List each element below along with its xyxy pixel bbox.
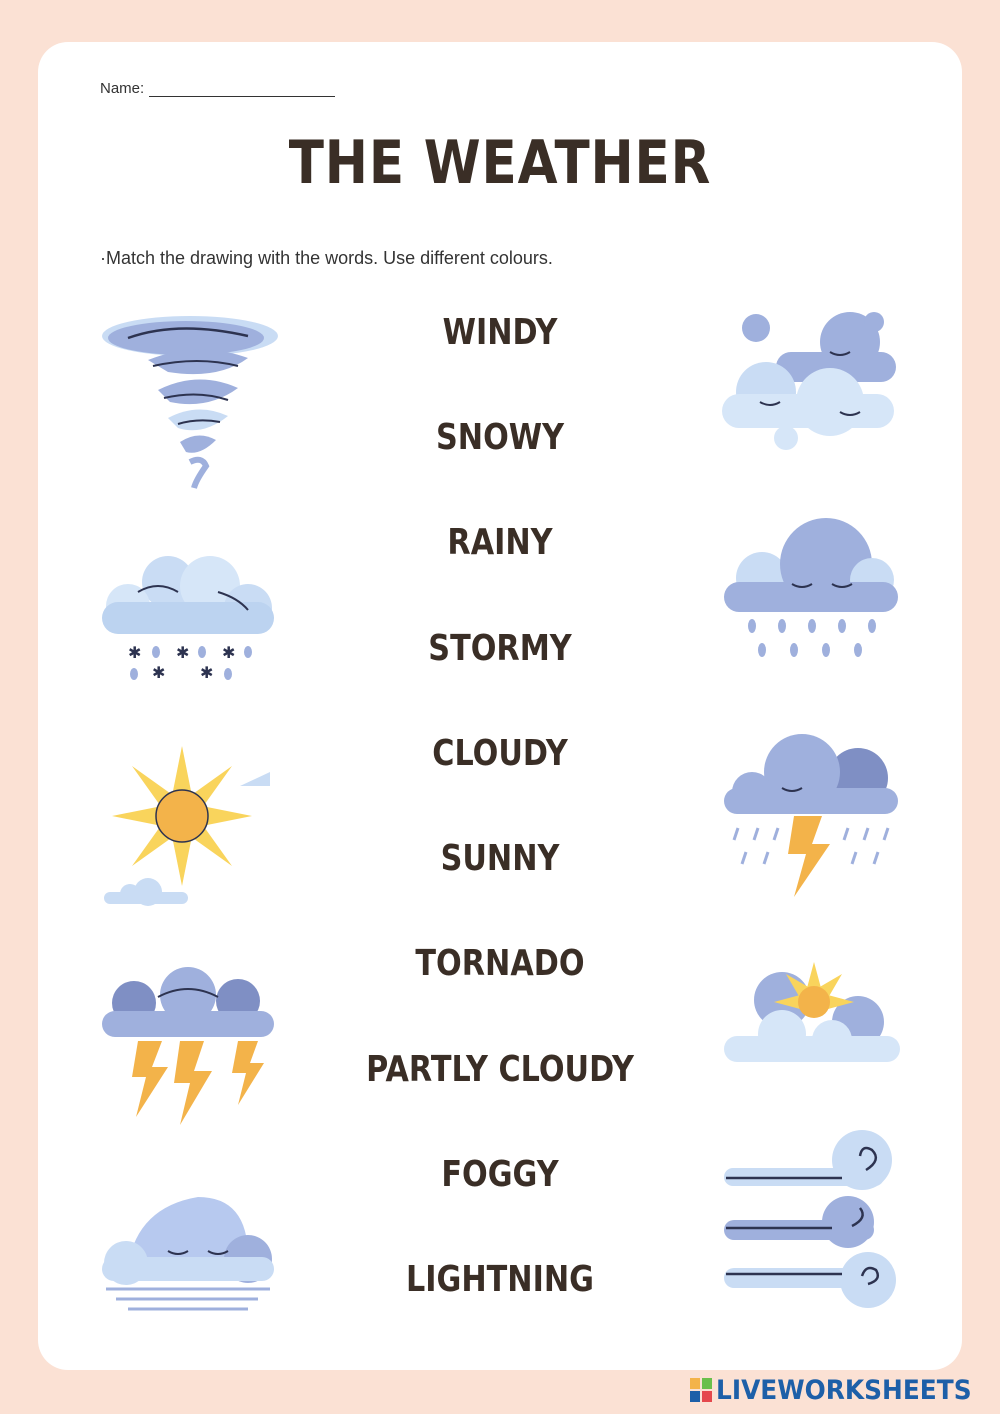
word-cloudy[interactable]: CLOUDY — [432, 733, 568, 774]
worksheet-page — [38, 42, 962, 1370]
word-windy[interactable]: WINDY — [442, 312, 558, 353]
lightning-cloud-icon[interactable] — [98, 967, 278, 1127]
word-lightning[interactable]: LIGHTNING — [406, 1259, 594, 1300]
word-foggy[interactable]: FOGGY — [441, 1154, 559, 1195]
name-blank-line[interactable] — [149, 81, 335, 97]
snow-cloud-icon[interactable] — [98, 552, 278, 682]
svg-text:✱: ✱ — [176, 643, 190, 662]
partly-cloudy-icon[interactable] — [722, 960, 902, 1065]
name-field — [100, 80, 335, 97]
storm-cloud-icon[interactable] — [722, 732, 902, 897]
word-rainy[interactable]: RAINY — [447, 522, 553, 563]
cloudy-icon[interactable] — [720, 312, 900, 452]
svg-text:✱: ✱ — [200, 663, 214, 682]
word-sunny[interactable]: SUNNY — [440, 838, 560, 879]
word-tornado[interactable]: TORNADO — [415, 943, 585, 984]
footer-brand-text: LIVEWORKSHEETS — [716, 1374, 972, 1406]
svg-text:✱: ✱ — [128, 643, 142, 662]
svg-text:✱: ✱ — [222, 643, 236, 662]
name-label: Name: — [100, 80, 145, 97]
liveworksheets-logo-icon — [690, 1378, 712, 1402]
word-partly-cloudy[interactable]: PARTLY CLOUDY — [366, 1049, 634, 1090]
sun-icon[interactable] — [100, 746, 280, 906]
instruction-text: ·Match the drawing with the words. Use different colours. — [100, 248, 553, 268]
rain-cloud-icon[interactable] — [722, 518, 902, 663]
footer-brand — [690, 1372, 994, 1408]
fog-icon[interactable] — [98, 1187, 278, 1312]
word-snowy[interactable]: SNOWY — [435, 417, 565, 458]
word-stormy[interactable]: STORMY — [428, 628, 572, 669]
wind-icon[interactable] — [722, 1130, 902, 1310]
tornado-icon[interactable] — [98, 310, 283, 490]
page-title: THE WEATHER — [288, 128, 712, 198]
svg-text:✱: ✱ — [152, 663, 166, 682]
